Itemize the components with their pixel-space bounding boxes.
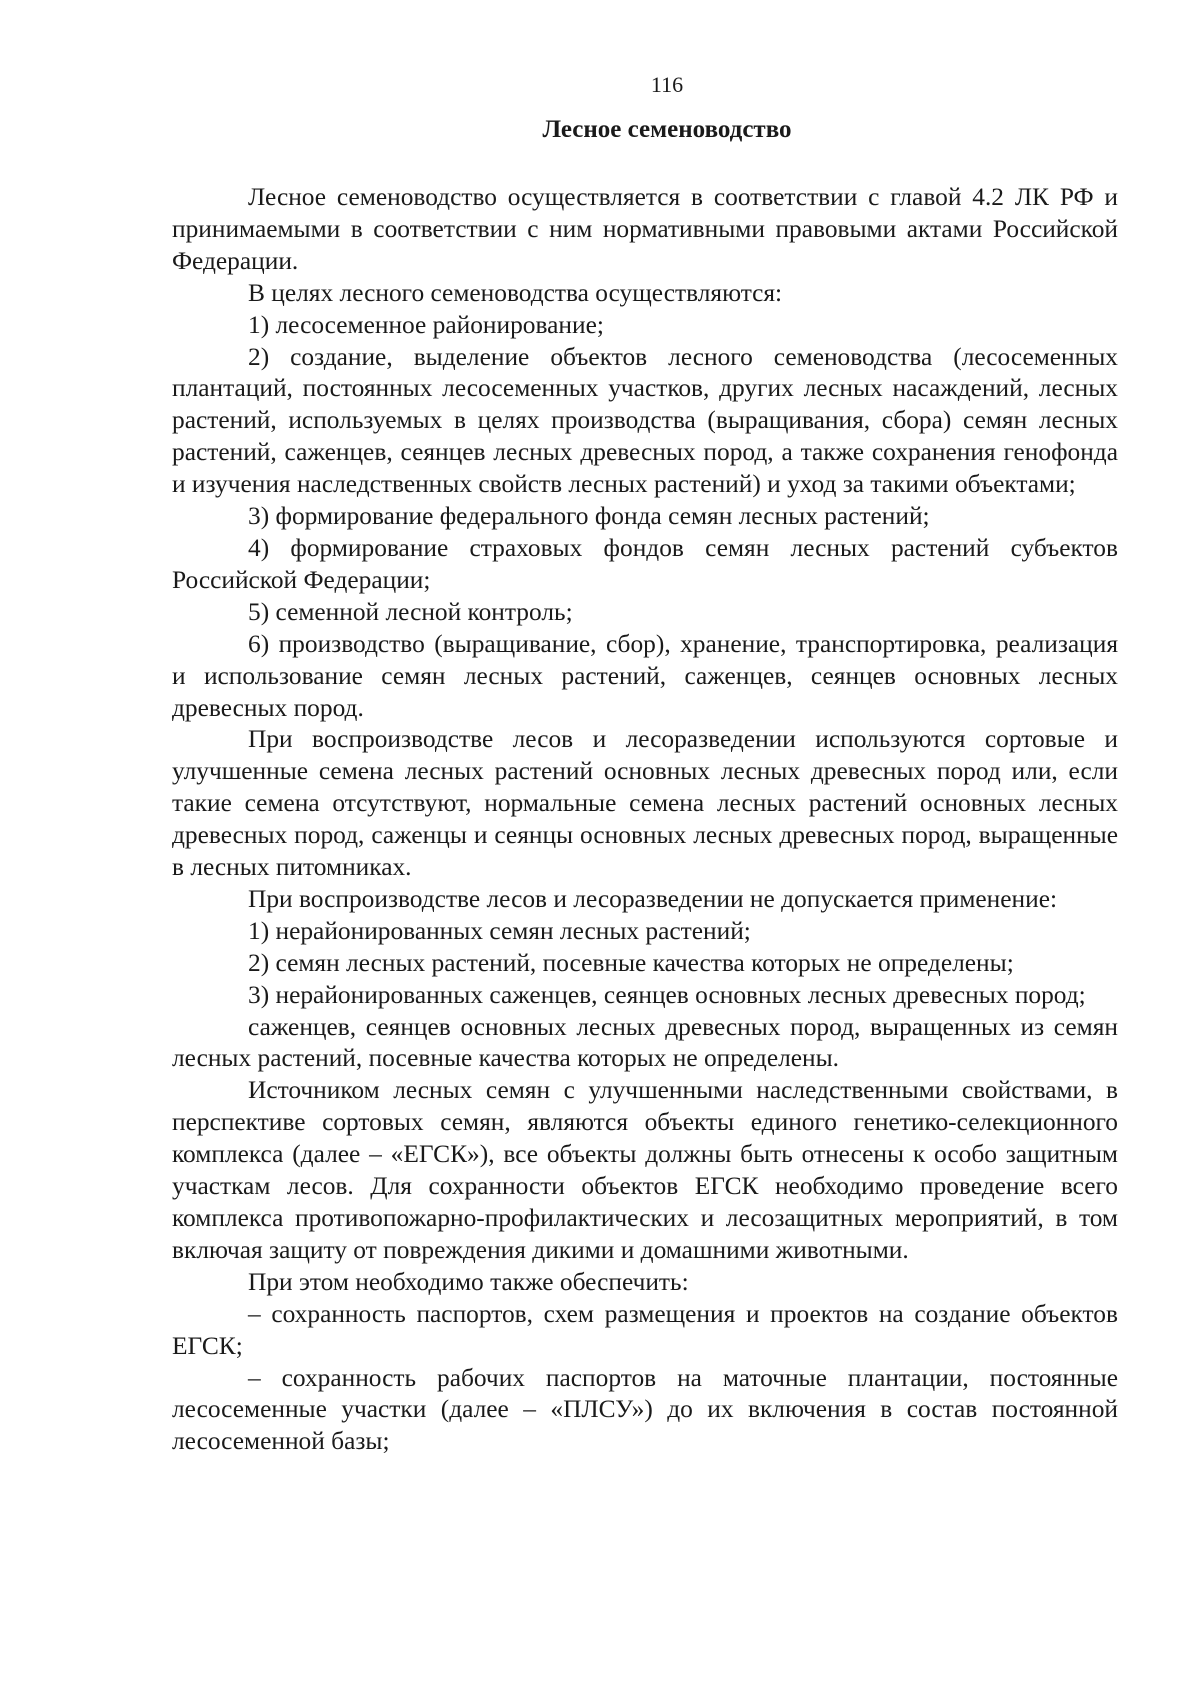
document-body — [172, 182, 1118, 1458]
list-item: 2) создание, выделение объектов лесного семеноводства (лесосеменных плантаций, постоянных лесосеменных участков, других лесных насаждений, лесных растений, используемых в целях производства (выращивания, сбора) семян лесных растений, саженцев, сеянцев лесных древесных пород, а также сохранения генофонда и изучения наследственных свойств лесных растений) и уход за такими объектами; — [172, 342, 1118, 499]
page-number: 116 — [650, 72, 684, 97]
list-item: 6) производство (выращивание, сбор), хранение, транспортировка, реализация и использование семян лесных растений, саженцев, сеянцев основных лесных древесных пород. — [172, 629, 1118, 722]
list-item: 2) семян лесных растений, посевные качества которых не определены; — [248, 948, 1014, 977]
paragraph: При воспроизводстве лесов и лесоразведении не допускается применение: — [248, 884, 1058, 913]
list-item: 3) нерайонированных саженцев, сеянцев основных лесных древесных пород; — [248, 980, 1086, 1009]
section-title: Лесное семеноводство — [542, 116, 792, 143]
paragraph: Лесное семеноводство осуществляется в соответствии с главой 4.2 ЛК РФ и принимаемыми в соответствии с ним нормативными правовыми актами Российской Федерации. — [172, 183, 1118, 275]
paragraph: При этом необходимо также обеспечить: — [248, 1267, 689, 1296]
list-item: 1) лесосеменное районирование; — [248, 310, 604, 339]
paragraph: В целях лесного семеноводства осуществляются: — [248, 278, 783, 307]
list-item: – сохранность рабочих паспортов на маточные плантации, постоянные лесосеменные участки (далее – «ПЛСУ») до их включения в состав постоянной лесосеменной базы; — [172, 1363, 1118, 1456]
paragraph: При воспроизводстве лесов и лесоразведении используются сортовые и улучшенные семена лесных растений основных лесных древесных пород или, если такие семена отсутствуют, нормальные семена лесных растений основных лесных древесных пород, саженцы и сеянцы основных лесных древесных пород, выращенные в лесных питомниках. — [172, 725, 1118, 882]
list-item: 4) формирование страховых фондов семян лесных растений субъектов Российской Федерации; — [172, 533, 1118, 594]
list-item: – сохранность паспортов, схем размещения и проектов на создание объектов ЕГСК; — [172, 1299, 1118, 1360]
list-item: саженцев, сеянцев основных лесных древесных пород, выращенных из семян лесных растений, посевные качества которых не определены. — [172, 1012, 1118, 1073]
paragraph: Источником лесных семян с улучшенными наследственными свойствами, в перспективе сортовых семян, являются объекты единого генетико-селекционного комплекса (далее – «ЕГСК»), все объекты должны быть отнесены к особо защитным участкам лесов. Для сохранности объектов ЕГСК необходимо проведение всего комплекса противопожарно-профилактических и лесозащитных мероприятий, в том включая защиту от повреждения дикими и домашними животными. — [172, 1076, 1118, 1264]
list-item: 5) семенной лесной контроль; — [248, 597, 573, 626]
list-item: 1) нерайонированных семян лесных растений; — [248, 916, 751, 945]
list-item: 3) формирование федерального фонда семян лесных растений; — [248, 502, 930, 531]
